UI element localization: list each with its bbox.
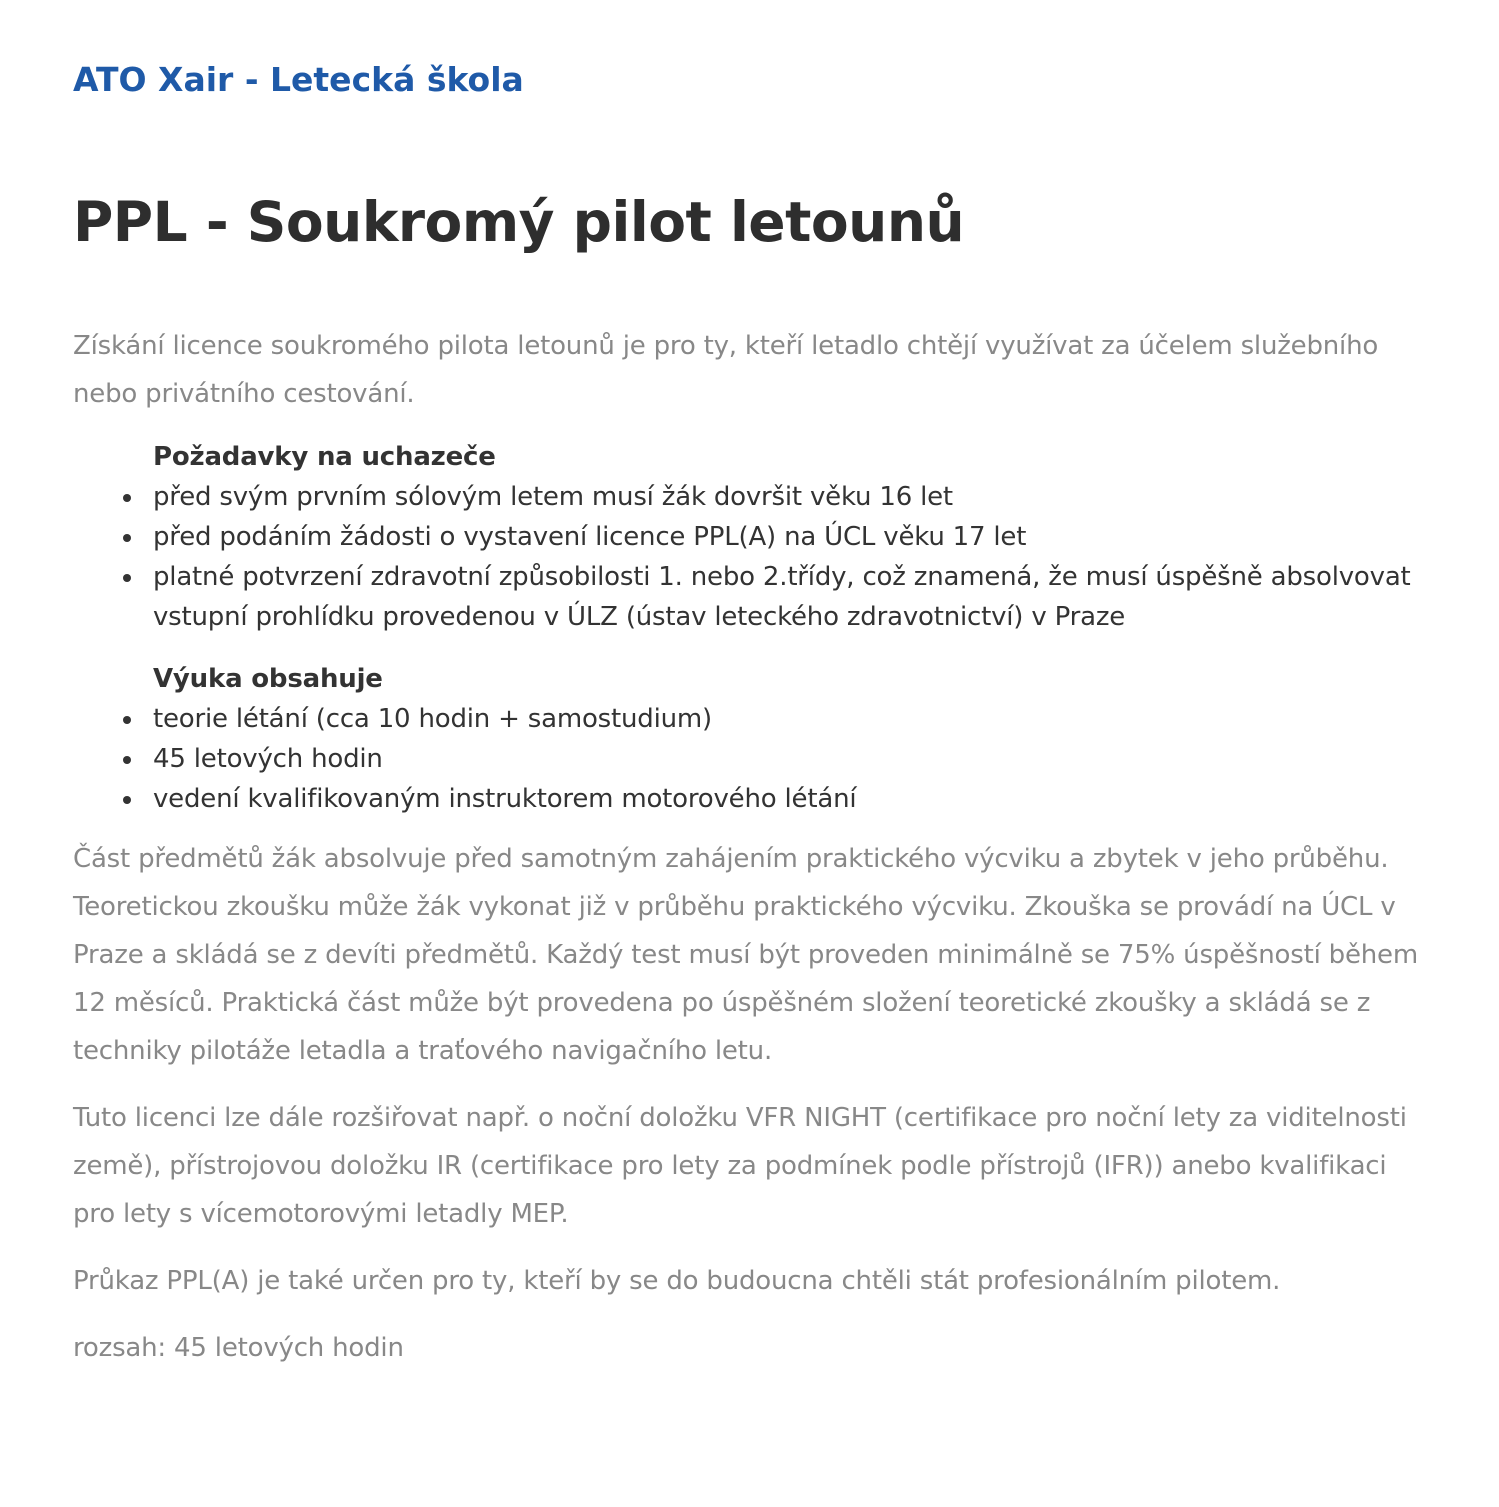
list-item [153, 699, 1433, 739]
list-item [153, 477, 1433, 517]
intro-paragraph: Získání licence soukromého pilota letounů je pro ty, kteří letadlo chtějí využívat za účelem služebního nebo privátního cestování. [73, 331, 1379, 409]
exam-paragraph: Část předmětů žák absolvuje před samotným zahájením praktického výcviku a zbytek v jeho průběhu. Teoretickou zkoušku může žák vykonat již v průběhu praktického výcviku. Zkouška se provádí na ÚCL v Praze a skládá se z devíti předmětů. Každý test musí být proveden minimálně se 75% úspěšností během 12 měsíců. Praktická část může být provedena po úspěšném složení teoretické zkoušky a skládá se z techniky pilotáže letadla a traťového navigačního letu. [73, 844, 1418, 1066]
bullet-icon [123, 574, 131, 582]
training-section [153, 659, 1433, 819]
training-list [153, 699, 1433, 819]
list-item [153, 557, 1433, 637]
list-item-text: platné potvrzení zdravotní způsobilosti 1. nebo 2.třídy, což znamená, že musí úspěšně absolvovat vstupní prohlídku provedenou v ÚLZ (ústav leteckého zdravotnictví) v Praze [153, 562, 1411, 632]
list-item-text: před podáním žádosti o vystavení licence PPL(A) na ÚCL věku 17 let [153, 522, 1027, 552]
requirements-heading: Požadavky na uchazeče [153, 442, 496, 472]
career-paragraph: Průkaz PPL(A) je také určen pro ty, kteří by se do budoucna chtěli stát profesionálním pilotem. [73, 1266, 1281, 1296]
list-item-text: vedení kvalifikovaným instruktorem motorového létání [153, 784, 857, 814]
bullet-icon [123, 756, 131, 764]
scope-paragraph: rozsah: 45 letových hodin [73, 1333, 404, 1363]
list-item-text: před svým prvním sólovým letem musí žák dovršit věku 16 let [153, 482, 953, 512]
list-item-text: teorie létání (cca 10 hodin + samostudium) [153, 704, 712, 734]
page-title: PPL - Soukromý pilot letounů [73, 190, 965, 254]
extensions-paragraph: Tuto licenci lze dále rozšiřovat např. o noční doložku VFR NIGHT (certifikace pro noční lety za viditelnosti země), přístrojovou doložku IR (certifikace pro lety za podmínek podle přístrojů (IFR)) anebo kvalifikaci pro lety s vícemotorovými letadly MEP. [73, 1103, 1407, 1229]
bullet-icon [123, 494, 131, 502]
list-item [153, 779, 1433, 819]
bullet-icon [123, 534, 131, 542]
requirements-list [153, 477, 1433, 637]
article-content [73, 322, 1433, 1391]
list-item [153, 517, 1433, 557]
bullet-icon [123, 796, 131, 804]
requirements-section [153, 437, 1433, 637]
site-title[interactable]: ATO Xair - Letecká škola [73, 60, 524, 99]
training-heading: Výuka obsahuje [153, 664, 383, 694]
list-item-text: 45 letových hodin [153, 744, 383, 774]
list-item [153, 739, 1433, 779]
bullet-icon [123, 716, 131, 724]
